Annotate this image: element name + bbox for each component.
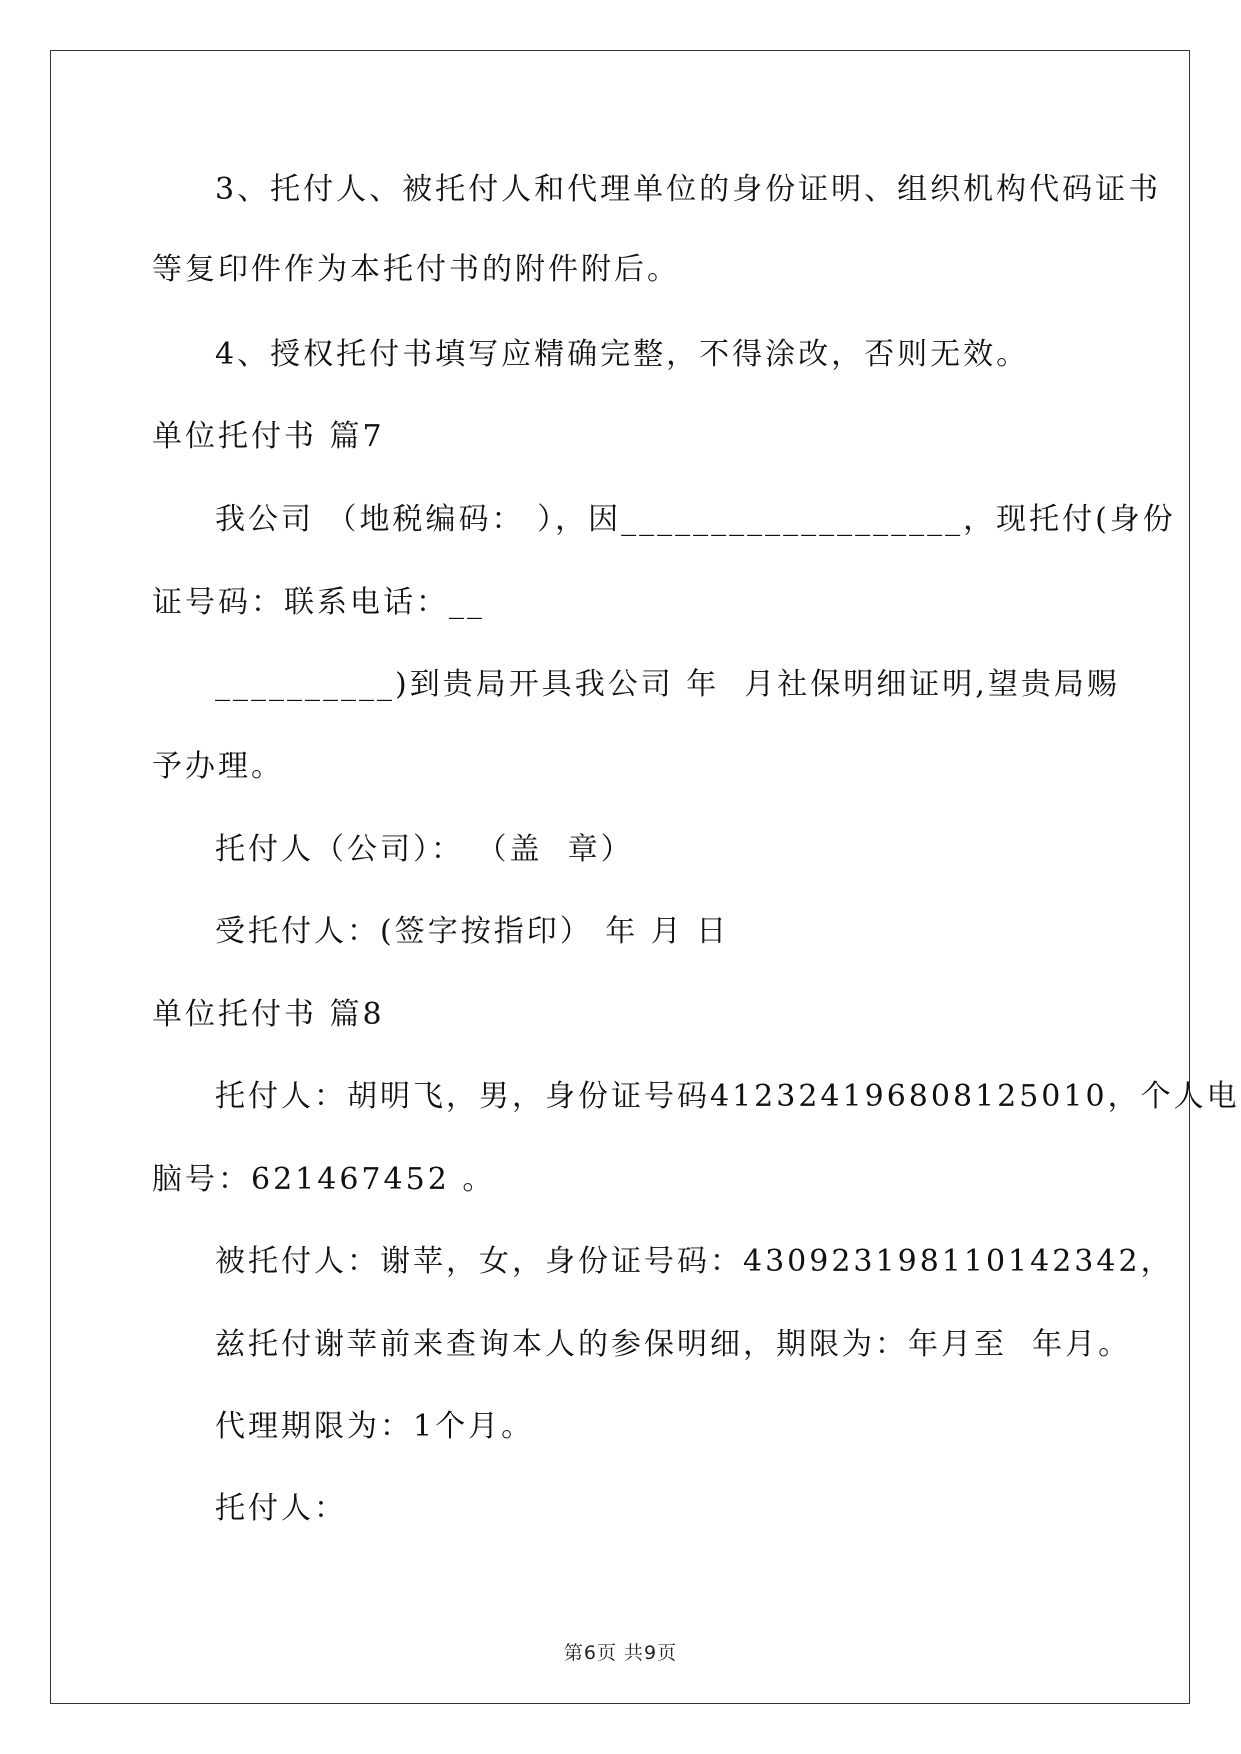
paragraph-line: __________)到贵局开具我公司 年 月社保明细证明,望贵局赐 xyxy=(215,667,1120,702)
section-heading: 单位托付书 篇8 xyxy=(152,997,385,1032)
paragraph-line: 4、授权托付书填写应精确完整，不得涂改，否则无效。 xyxy=(215,337,1030,372)
paragraph-line: 予办理。 xyxy=(152,749,284,784)
paragraph-line: 代理期限为：1个月。 xyxy=(215,1409,535,1444)
paragraph-line: 托付人： xyxy=(215,1491,347,1526)
paragraph-line: 证号码：联系电话：__ xyxy=(152,585,485,620)
paragraph-line: 我公司 （地税编码： ），因___________________，现托付(身份 xyxy=(215,502,1176,537)
section-heading: 单位托付书 篇7 xyxy=(152,419,385,454)
page-border xyxy=(50,50,1190,1704)
paragraph-line: 兹托付谢苹前来查询本人的参保明细，期限为：年月至 年月。 xyxy=(215,1327,1132,1362)
paragraph-line: 托付人：胡明飞，男，身份证号码412324196808125010，个人电 xyxy=(215,1079,1240,1114)
paragraph-line: 脑号：621467452 。 xyxy=(152,1162,496,1197)
paragraph-line: 3、托付人、被托付人和代理单位的身份证明、组织机构代码证书 xyxy=(215,172,1162,207)
paragraph-line: 受托付人：(签字按指印） 年 月 日 xyxy=(215,914,730,949)
paragraph-line: 等复印件作为本托付书的附件附后。 xyxy=(152,252,680,287)
page-number: 第6页 共9页 xyxy=(563,1642,678,1664)
paragraph-line: 被托付人：谢苹，女，身份证号码：430923198110142342， xyxy=(215,1244,1174,1279)
paragraph-line: 托付人（公司）： （盖 章） xyxy=(215,832,634,867)
